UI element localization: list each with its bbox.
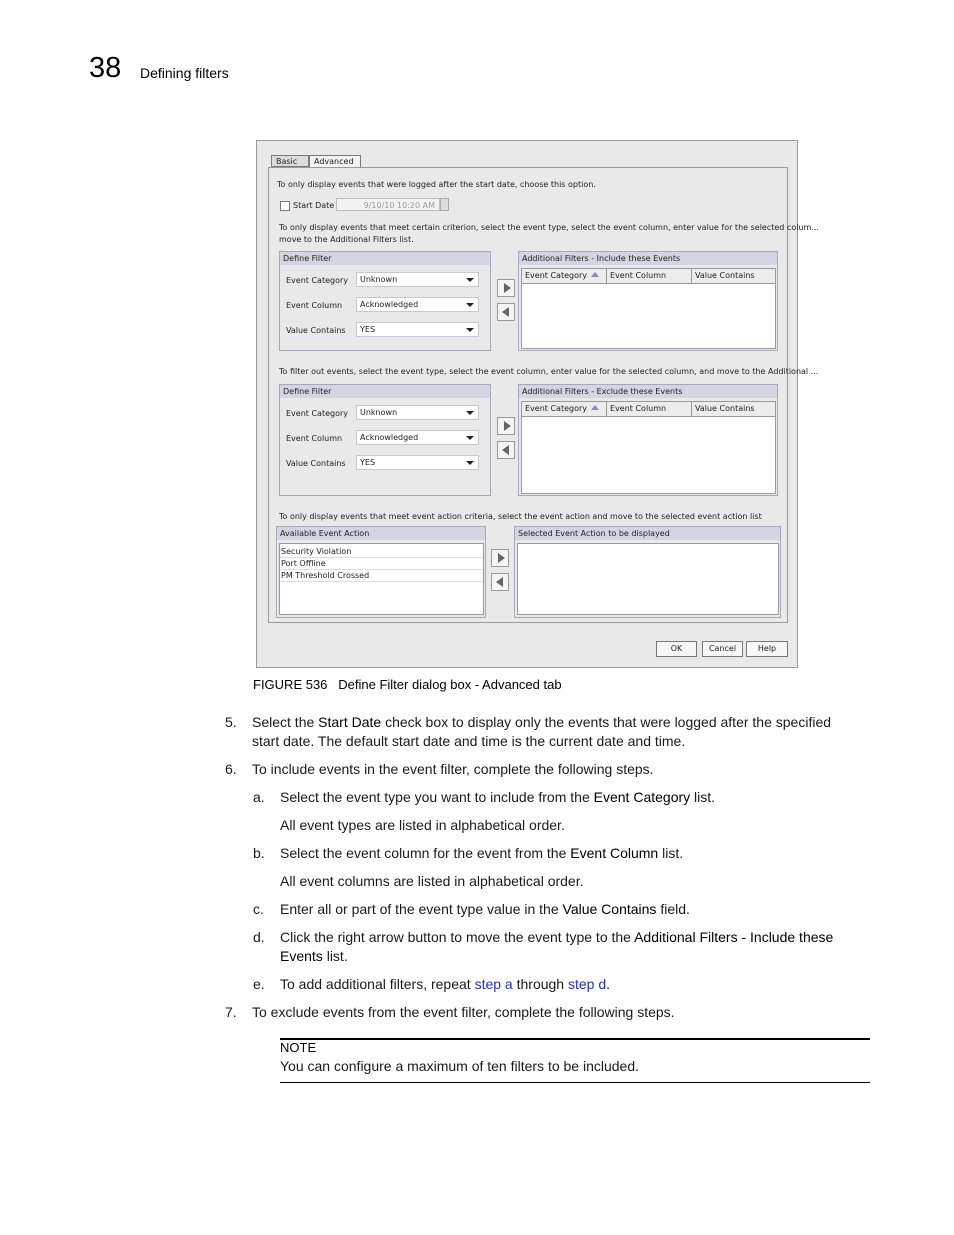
substep-e-text: To add additional filters, repeat step a through step d. bbox=[280, 976, 611, 992]
include-event-column-label: Event Column bbox=[286, 301, 343, 310]
substep-d-line1: Click the right arrow button to move the event type to the Additional Filters - Include these bbox=[280, 929, 834, 945]
figure-title: Define Filter dialog box - Advanced tab bbox=[338, 677, 562, 692]
list-item[interactable]: Port Offline bbox=[280, 558, 483, 570]
list-item[interactable]: Security Violation bbox=[280, 546, 483, 558]
figure-caption bbox=[253, 677, 562, 692]
start-date-field[interactable]: 9/10/10 10:20 AM bbox=[336, 198, 440, 211]
chevron-down-icon bbox=[466, 461, 474, 465]
start-date-intro: To only display events that were logged after the start date, choose this option. bbox=[277, 180, 596, 189]
chapter-number: 38 bbox=[89, 52, 122, 84]
include-intro-line2: move to the Additional Filters list. bbox=[279, 235, 414, 244]
column-header-value-contains[interactable]: Value Contains bbox=[695, 271, 755, 280]
substep-b-text: Select the event column for the event from the Event Column list. bbox=[280, 845, 684, 861]
start-date-checkbox[interactable] bbox=[280, 201, 290, 211]
step-d-link[interactable]: step d bbox=[567, 976, 607, 992]
advanced-tab-panel bbox=[268, 167, 819, 623]
table-header bbox=[522, 269, 775, 284]
available-action-list[interactable] bbox=[279, 543, 484, 615]
exclude-remove-button[interactable] bbox=[497, 441, 515, 459]
step-number: 6. bbox=[225, 761, 237, 777]
column-header-event-category[interactable]: Event Category bbox=[522, 402, 607, 416]
include-define-filter-title: Define Filter bbox=[280, 252, 490, 265]
substep-letter: e. bbox=[253, 976, 265, 992]
exclude-value-contains-label: Value Contains bbox=[286, 459, 346, 468]
arrow-left-icon bbox=[496, 577, 503, 587]
substep-letter: b. bbox=[253, 845, 265, 861]
arrow-right-icon bbox=[504, 283, 511, 293]
step-5-line1: Select the Start Date check box to display only the events that were logged after the specified bbox=[252, 714, 832, 730]
include-event-category-select[interactable]: Unknown bbox=[356, 272, 479, 287]
arrow-right-icon bbox=[504, 421, 511, 431]
step-5-line2: start date. The default start date and time is the current date and time. bbox=[252, 733, 686, 749]
include-list-title: Additional Filters - Include these Events bbox=[519, 252, 777, 265]
ok-button[interactable]: OK bbox=[656, 641, 697, 657]
sort-ascending-icon bbox=[591, 405, 599, 410]
column-header-value-contains[interactable]: Value Contains bbox=[695, 404, 755, 413]
arrow-right-icon bbox=[498, 553, 505, 563]
substep-letter: d. bbox=[253, 929, 265, 945]
include-add-button[interactable] bbox=[497, 279, 515, 297]
include-intro-line1: To only display events that meet certain criterion, select the event type, select the event column, enter value for the selected colum... bbox=[279, 223, 819, 232]
available-action-group bbox=[276, 526, 486, 618]
substep-letter: a. bbox=[253, 789, 265, 805]
substep-letter: c. bbox=[253, 901, 264, 917]
include-remove-button[interactable] bbox=[497, 303, 515, 321]
start-date-spinner[interactable] bbox=[440, 198, 449, 211]
help-button[interactable]: Help bbox=[746, 641, 788, 657]
start-date-label: Start Date bbox=[293, 201, 335, 210]
chevron-down-icon bbox=[466, 278, 474, 282]
step-number: 5. bbox=[225, 714, 237, 730]
exclude-event-category-select[interactable]: Unknown bbox=[356, 405, 479, 420]
exclude-intro: To filter out events, select the event type, select the event column, enter value for the selected column, and move to the Additional ... bbox=[279, 367, 819, 376]
chevron-down-icon bbox=[466, 436, 474, 440]
cancel-button[interactable]: Cancel bbox=[702, 641, 743, 657]
column-header-event-column[interactable]: Event Column bbox=[607, 269, 692, 283]
define-filter-dialog bbox=[256, 140, 819, 668]
action-intro: To only display events that meet event action criteria, select the event action and move to the selected event action list bbox=[279, 512, 762, 521]
chapter-title: Defining filters bbox=[140, 65, 229, 81]
include-define-filter-group bbox=[279, 251, 491, 351]
chevron-down-icon bbox=[466, 328, 474, 332]
substep-b-note: All event columns are listed in alphabetical order. bbox=[280, 873, 584, 889]
chevron-down-icon bbox=[466, 411, 474, 415]
substep-a-note: All event types are listed in alphabetical order. bbox=[280, 817, 565, 833]
tab-advanced[interactable]: Advanced bbox=[309, 155, 361, 168]
step-6-text: To include events in the event filter, complete the following steps. bbox=[252, 761, 654, 777]
include-list-group bbox=[518, 251, 778, 351]
column-header-event-column[interactable]: Event Column bbox=[607, 402, 692, 416]
include-value-contains-label: Value Contains bbox=[286, 326, 346, 335]
include-list-table[interactable] bbox=[521, 268, 776, 349]
arrow-left-icon bbox=[502, 307, 509, 317]
sort-ascending-icon bbox=[591, 272, 599, 277]
action-remove-button[interactable] bbox=[491, 573, 509, 591]
note-top-rule bbox=[280, 1038, 870, 1040]
exclude-list-table[interactable] bbox=[521, 401, 776, 494]
exclude-define-filter-title: Define Filter bbox=[280, 385, 490, 398]
selected-action-list[interactable] bbox=[517, 543, 779, 615]
table-header bbox=[522, 402, 775, 417]
substep-a-text: Select the event type you want to include from the Event Category list. bbox=[280, 789, 716, 805]
exclude-event-column-label: Event Column bbox=[286, 434, 343, 443]
arrow-left-icon bbox=[502, 445, 509, 455]
list-item[interactable]: PM Threshold Crossed bbox=[280, 570, 483, 582]
step-a-link[interactable]: step a bbox=[474, 976, 513, 992]
selected-action-group bbox=[514, 526, 781, 618]
column-header-event-category[interactable]: Event Category bbox=[522, 269, 607, 283]
substep-d-line2: Events list. bbox=[280, 948, 348, 964]
exclude-event-category-label: Event Category bbox=[286, 409, 349, 418]
substep-c-text: Enter all or part of the event type value in the Value Contains field. bbox=[280, 901, 690, 917]
note-title: NOTE bbox=[280, 1040, 317, 1055]
figure-number: FIGURE 536 bbox=[253, 677, 328, 692]
exclude-list-title: Additional Filters - Exclude these Events bbox=[519, 385, 777, 398]
chevron-down-icon bbox=[466, 303, 474, 307]
include-event-category-label: Event Category bbox=[286, 276, 349, 285]
include-value-contains-field[interactable]: YES bbox=[356, 322, 479, 337]
exclude-add-button[interactable] bbox=[497, 417, 515, 435]
action-add-button[interactable] bbox=[491, 549, 509, 567]
exclude-list-group bbox=[518, 384, 778, 496]
note-text: You can configure a maximum of ten filters to be included. bbox=[280, 1058, 640, 1074]
available-action-title: Available Event Action bbox=[277, 527, 485, 540]
exclude-value-contains-field[interactable]: YES bbox=[356, 455, 479, 470]
exclude-event-column-select[interactable]: Acknowledged bbox=[356, 430, 479, 445]
exclude-define-filter-group bbox=[279, 384, 491, 496]
step-number: 7. bbox=[225, 1004, 237, 1020]
include-event-column-select[interactable]: Acknowledged bbox=[356, 297, 479, 312]
tab-basic[interactable]: Basic bbox=[271, 155, 309, 167]
selected-action-title: Selected Event Action to be displayed bbox=[515, 527, 780, 540]
note-bottom-rule bbox=[280, 1082, 870, 1083]
step-7-text: To exclude events from the event filter, complete the following steps. bbox=[252, 1004, 675, 1020]
